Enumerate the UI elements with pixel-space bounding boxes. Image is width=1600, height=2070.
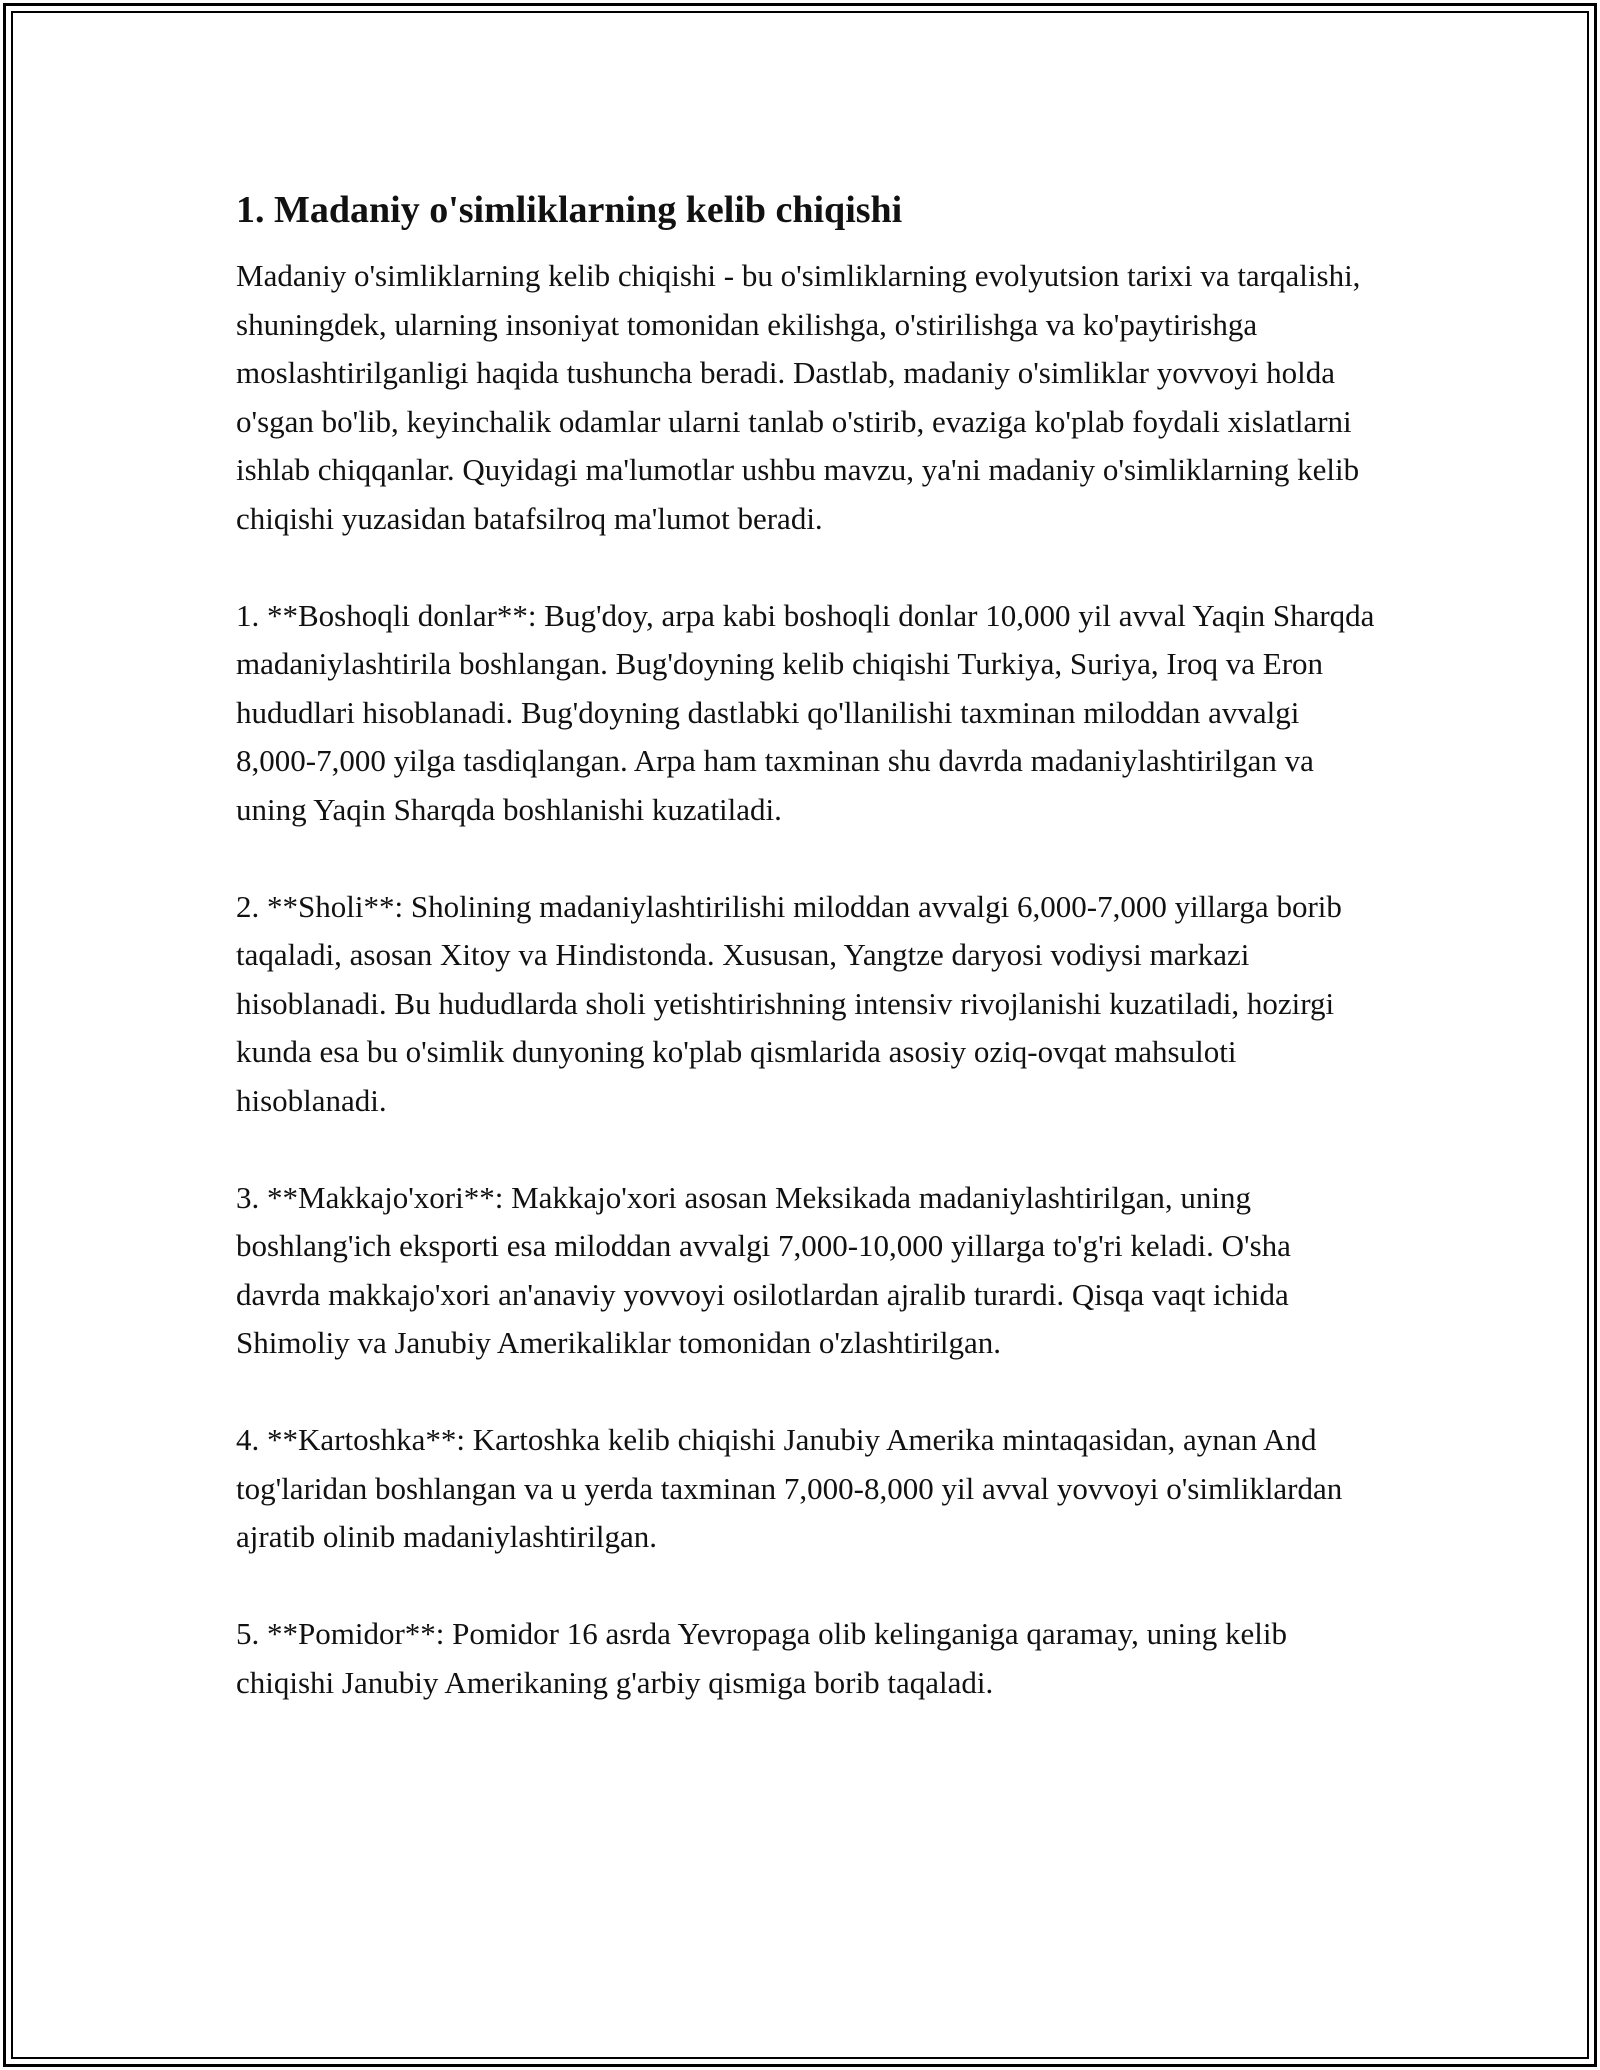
list-item-tomato: 5. **Pomidor**: Pomidor 16 asrda Yevropaga olib kelinganiga qaramay, uning kelib chiqishi Janubiy Amerikaning g'arbiy qismiga borib taqaladi.: [236, 1616, 1287, 1700]
intro-paragraph: Madaniy o'simliklarning kelib chiqishi - bu o'simliklarning evolyutsion tarixi va tarqalishi, shuningdek, ularning insoniyat tomonidan ekilishga, o'stirilishga va ko'paytirishga moslashtirilganligi haqida tushuncha beradi. Dastlab, madaniy o'simliklar yovvoyi holda o'sgan bo'lib, keyinchalik odamlar ularni tanlab o'stirib, evaziga ko'plab foydali xislatlarni ishlab chiqqanlar. Quyidagi ma'lumotlar ushbu mavzu, ya'ni madaniy o'simliklarning kelib chiqishi yuzasidan batafsilroq ma'lumot beradi.: [236, 258, 1361, 536]
list-item-cereals: 1. **Boshoqli donlar**: Bug'doy, arpa kabi boshoqli donlar 10,000 yil avval Yaqin Sharqda madaniylashtirila boshlangan. Bug'doyning kelib chiqishi Turkiya, Suriya, Iroq va Eron hududlari hisoblanadi. Bug'doyning dastlabki qo'llanilishi taxminan miloddan avvalgi 8,000-7,000 yilga tasdiqlangan. Arpa ham taxminan shu davrda madaniylashtirilgan va uning Yaqin Sharqda boshlanishi kuzatiladi.: [236, 597, 1375, 827]
document-title: 1. Madaniy o'simliklarning kelib chiqishi: [236, 189, 903, 231]
list-item-corn: 3. **Makkajo'xori**: Makkajo'xori asosan Meksikada madaniylashtirilgan, uning boshlang'ich eksporti esa miloddan avvalgi 7,000-10,000 yillarga to'g'ri keladi. O'sha davrda makkajo'xori an'anaviy yovvoyi osilotlardan ajralib turardi. Qisqa vaqt ichida Shimoliy va Janubiy Amerikaliklar tomonidan o'zlashtirilgan.: [236, 1179, 1291, 1360]
list-item-potato: 4. **Kartoshka**: Kartoshka kelib chiqishi Janubiy Amerika mintaqasidan, aynan And tog'laridan boshlangan va u yerda taxminan 7,000-8,000 yil avval yovvoyi o'simliklardan ajratib olinib madaniylashtirilgan.: [236, 1422, 1343, 1554]
list-item-rice: 2. **Sholi**: Sholining madaniylashtirilishi miloddan avvalgi 6,000-7,000 yillarga borib taqaladi, asosan Xitoy va Hindistonda. Xususan, Yangtze daryosi vodiysi markazi hisoblanadi. Bu hududlarda sholi yetishtirishning intensiv rivojlanishi kuzatiladi, hozirgi kunda esa bu o'simlik dunyoning ko'plab qismlarida asosiy oziq-ovqat mahsuloti hisoblanadi.: [236, 888, 1342, 1118]
document-body: [236, 186, 1376, 1707]
